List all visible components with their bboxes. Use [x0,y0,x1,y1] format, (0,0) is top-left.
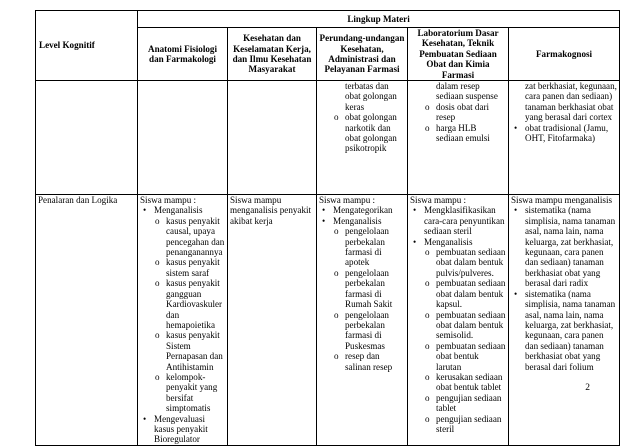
page-number: 2 [585,383,590,393]
list-item: o pengujian sediaan tablet [410,393,506,414]
cell-empty [138,81,228,195]
cell-perundangan [317,195,408,446]
table-row [36,195,620,446]
header-level-kognitif: Level Kognitif [36,11,138,81]
cell-intro: Siswa mampu : [410,195,467,206]
list-item: o pengujian sediaan steril [410,414,506,435]
cell-intro: Siswa mampu : [140,195,197,206]
cell-empty [228,81,317,195]
list-item-label: Menganalisis [154,205,203,216]
list-item: o pembuatan sediaan obat dalam bentuk pulvis/pulveres. [410,247,506,278]
header-col-farmakognosi: Farmakognosi [509,28,620,81]
header-col-k3: Kesehatan dan Keselamatan Kerja, dan Ilmu Kesehatan Masyarakat [228,28,317,81]
list-item: o kasus penyakit gangguan Kardiovaskuler dan hemapoietika [140,278,225,330]
cell-laboratorium-cont [408,81,509,195]
list-item: o obat golongan narkotik dan obat golongan psikotropik [319,112,405,154]
list-item: • Mengevaluasi kasus penyakit Bioregulator [140,414,225,445]
list-item: o kasus penyakit sistem saraf [140,257,225,278]
list-item: o pengelolaan perbekalan farmasi di Rumah Sakit [319,268,405,310]
header-col-perundangan: Perundang-undangan Kesehatan, Administrasi dan Pelayanan Farmasi [317,28,408,81]
cell-perundangan-cont [317,81,408,195]
cell-laboratorium [408,195,509,446]
competency-table [35,10,620,446]
list-item: • sistematika (nama simplisia, nama tanaman asal, nama lain, nama keluarga, zat berkhasiat, kegunaan, cara panen dan sediaan) tanaman berkhasiat obat yang berasal dari radix [511,205,617,288]
list-item: o kelompok-penyakit yang bersifat simptomatis [140,372,225,414]
list-item: • Mengategorikan [319,205,405,215]
list-item: o pembuatan sediaan obat dalam bentuk semisolid. [410,310,506,341]
list-item: o pembuatan sediaan obat bentuk larutan [410,341,506,372]
list-item: zat berkhasiat, kegunaan, cara panen dan sediaan) tanaman berkhasiat obat yang berasal dari cortex [525,81,617,123]
list-item: o kasus penyakit causal, upaya pencegahan dan penanganannya [140,216,225,258]
list-item: o resep dan salinan resep [319,351,405,372]
list-item-label: Menganalisis [333,215,382,226]
list-item [140,205,225,413]
list-item: o harga HLB sediaan emulsi [410,123,506,144]
list-item: dalam resep sediaan suspense [436,81,498,102]
list-item [319,216,405,372]
header-col-laboratorium: Laboratorium Dasar Kesehatan, Teknik Pembuatan Sediaan Obat dan Kimia Farmasi [408,28,509,81]
header-col-anatomi: Anatomi Fisiologi dan Farmakologi [138,28,228,81]
table-row [36,81,620,195]
list-item-label: Menganalisis [424,236,473,247]
list-item: o kerusakan sediaan obat bentuk tablet [410,372,506,393]
cell-farmakognosi [509,195,620,446]
list-item: o pembuatan sediaan obat dalam bentuk kapsul. [410,278,506,309]
list-item: • sistematika (nama simplisia, nama tanaman asal, nama lain, nama keluarga, zat berkhasiat, kegunaan, cara panen dan sediaan) tanaman berkhasiat obat yang berasal dari folium [511,289,617,372]
list-item: o pengelolaan perbekalan farmasi di apotek [319,226,405,268]
header-lingkup-materi: Lingkup Materi [138,11,620,28]
cell-farmakognosi-cont [509,81,620,195]
cell-empty [36,81,138,195]
cell-intro: Siswa mampu : [319,195,376,206]
cell-k3: Siswa mampu menganalisis penyakit akibat kerja [228,195,317,446]
list-item [410,237,506,435]
list-item: • Mengklasifikasikan cara-cara penyuntikan sediaan steril [410,205,506,236]
list-item: o dosis obat dari resep [410,102,506,123]
list-item: • obat tradisional (Jamu, OHT, Fitofarmaka) [511,123,617,144]
cell-intro: Siswa mampu menganalisis [511,195,613,206]
cell-level-penalaran: Penalaran dan Logika [36,195,138,446]
list-item: o pengelolaan perbekalan farmasi di Puskesmas [319,310,405,352]
list-item: terbatas dan obat golongan keras [345,81,397,112]
cell-anatomi [138,195,228,446]
list-item: o kasus penyakit Sistem Pernapasan dan Antihistamin [140,330,225,372]
